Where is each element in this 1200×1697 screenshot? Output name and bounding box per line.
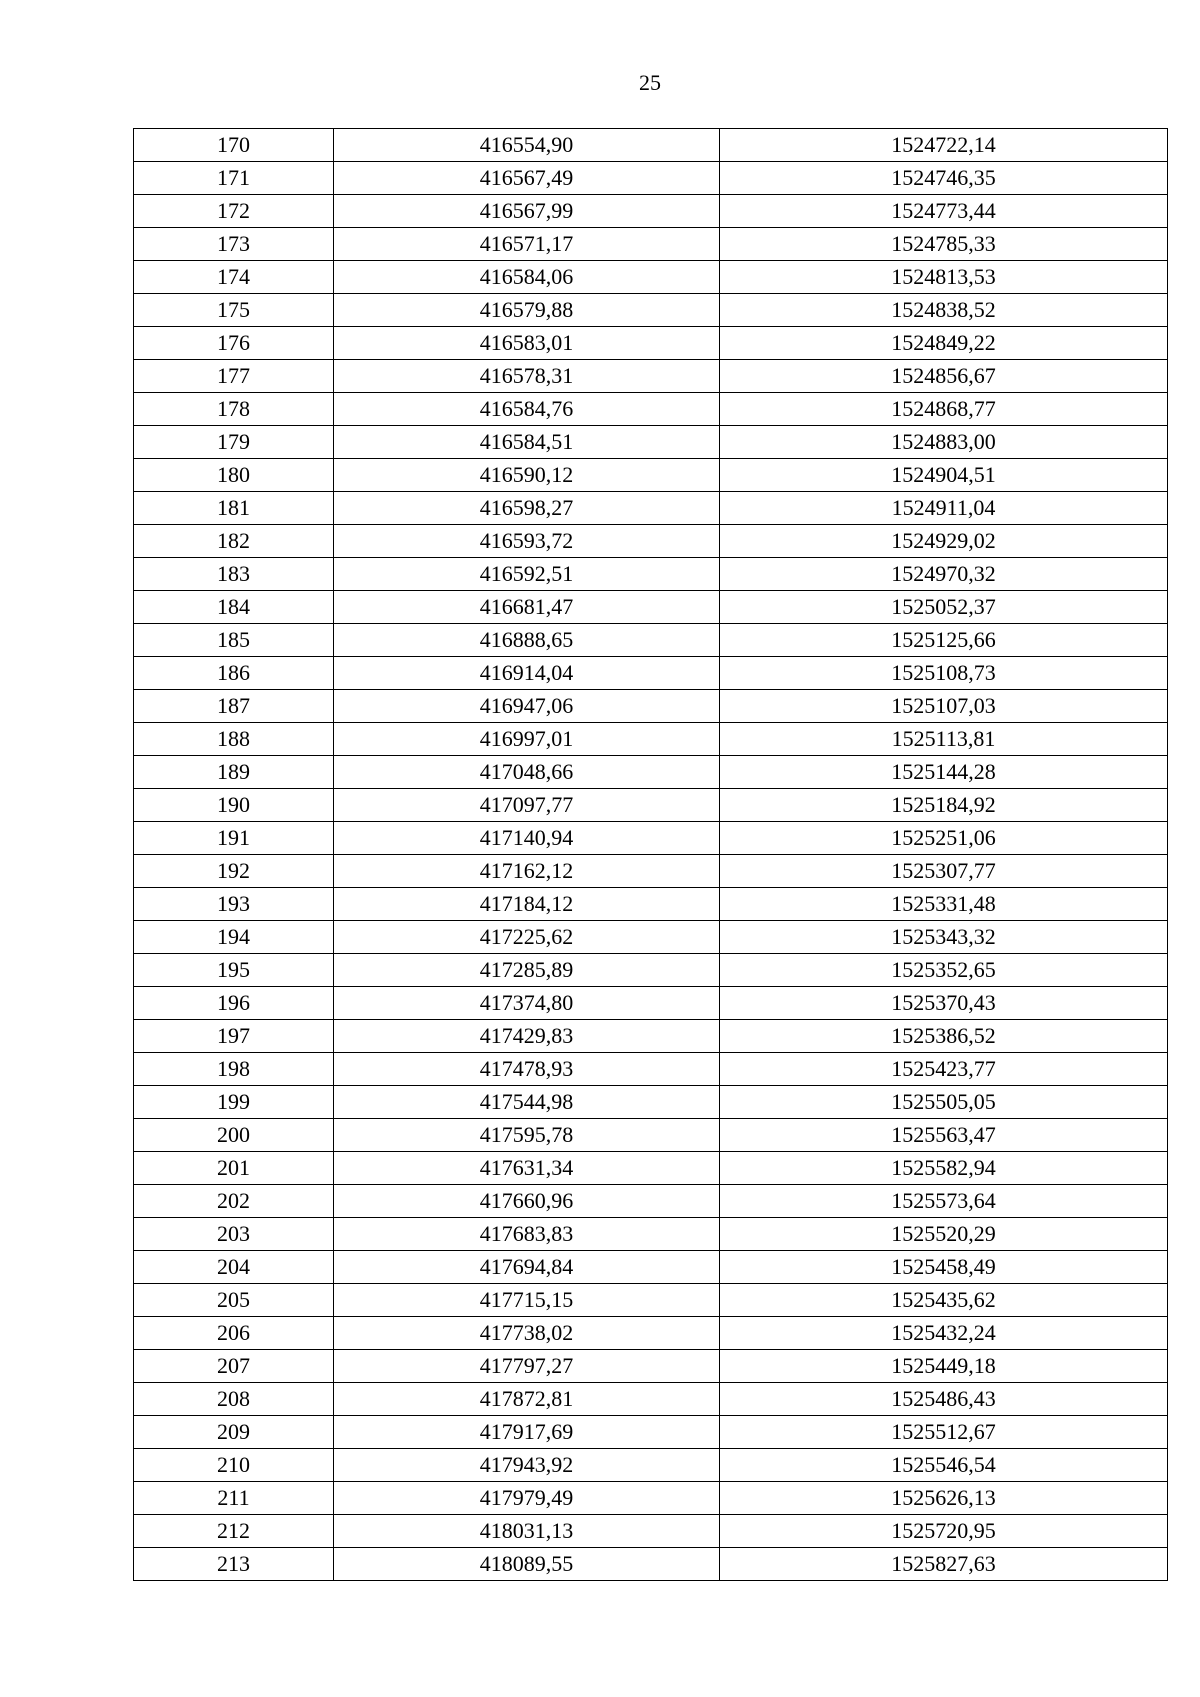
table-row	[134, 1086, 1168, 1119]
table-row	[134, 1548, 1168, 1581]
point-number-cell: 181	[134, 492, 334, 525]
y-coordinate-cell: 1524929,02	[720, 525, 1168, 558]
y-coordinate-cell: 1524970,32	[720, 558, 1168, 591]
page-number: 25	[639, 70, 661, 95]
table-row	[134, 1449, 1168, 1482]
table-row	[134, 1152, 1168, 1185]
y-coordinate-cell: 1525505,05	[720, 1086, 1168, 1119]
table-row	[134, 492, 1168, 525]
y-coordinate-cell: 1525107,03	[720, 690, 1168, 723]
table-row	[134, 360, 1168, 393]
table-row	[134, 1284, 1168, 1317]
table-row	[134, 1053, 1168, 1086]
x-coordinate-cell: 417374,80	[334, 987, 720, 1020]
point-number-cell: 189	[134, 756, 334, 789]
x-coordinate-cell: 417683,83	[334, 1218, 720, 1251]
x-coordinate-cell: 416578,31	[334, 360, 720, 393]
table-row	[134, 1251, 1168, 1284]
point-number-cell: 191	[134, 822, 334, 855]
y-coordinate-cell: 1525052,37	[720, 591, 1168, 624]
point-number-cell: 207	[134, 1350, 334, 1383]
point-number-cell: 202	[134, 1185, 334, 1218]
y-coordinate-cell: 1525449,18	[720, 1350, 1168, 1383]
x-coordinate-cell: 416947,06	[334, 690, 720, 723]
x-coordinate-cell: 416914,04	[334, 657, 720, 690]
table-row	[134, 195, 1168, 228]
x-coordinate-cell: 417595,78	[334, 1119, 720, 1152]
point-number-cell: 194	[134, 921, 334, 954]
y-coordinate-cell: 1524813,53	[720, 261, 1168, 294]
point-number-cell: 199	[134, 1086, 334, 1119]
point-number-cell: 188	[134, 723, 334, 756]
x-coordinate-cell: 417544,98	[334, 1086, 720, 1119]
point-number-cell: 170	[134, 129, 334, 162]
y-coordinate-cell: 1525352,65	[720, 954, 1168, 987]
table-row	[134, 1416, 1168, 1449]
table-row	[134, 789, 1168, 822]
y-coordinate-cell: 1525125,66	[720, 624, 1168, 657]
table-row	[134, 1317, 1168, 1350]
y-coordinate-cell: 1524856,67	[720, 360, 1168, 393]
point-number-cell: 184	[134, 591, 334, 624]
point-number-cell: 200	[134, 1119, 334, 1152]
y-coordinate-cell: 1525386,52	[720, 1020, 1168, 1053]
point-number-cell: 180	[134, 459, 334, 492]
x-coordinate-cell: 416590,12	[334, 459, 720, 492]
y-coordinate-cell: 1525563,47	[720, 1119, 1168, 1152]
y-coordinate-cell: 1524904,51	[720, 459, 1168, 492]
x-coordinate-cell: 416567,49	[334, 162, 720, 195]
point-number-cell: 175	[134, 294, 334, 327]
x-coordinate-cell: 417979,49	[334, 1482, 720, 1515]
x-coordinate-cell: 416583,01	[334, 327, 720, 360]
table-row	[134, 1482, 1168, 1515]
x-coordinate-cell: 417943,92	[334, 1449, 720, 1482]
x-coordinate-cell: 417162,12	[334, 855, 720, 888]
table-row	[134, 1515, 1168, 1548]
x-coordinate-cell: 416584,51	[334, 426, 720, 459]
x-coordinate-cell: 416584,06	[334, 261, 720, 294]
x-coordinate-cell: 417478,93	[334, 1053, 720, 1086]
table-row	[134, 1218, 1168, 1251]
table-row	[134, 987, 1168, 1020]
x-coordinate-cell: 417631,34	[334, 1152, 720, 1185]
y-coordinate-cell: 1525720,95	[720, 1515, 1168, 1548]
point-number-cell: 177	[134, 360, 334, 393]
x-coordinate-cell: 416598,27	[334, 492, 720, 525]
table-row	[134, 261, 1168, 294]
y-coordinate-cell: 1525582,94	[720, 1152, 1168, 1185]
point-number-cell: 190	[134, 789, 334, 822]
point-number-cell: 185	[134, 624, 334, 657]
y-coordinate-cell: 1525435,62	[720, 1284, 1168, 1317]
table-row	[134, 327, 1168, 360]
y-coordinate-cell: 1525827,63	[720, 1548, 1168, 1581]
x-coordinate-cell: 416579,88	[334, 294, 720, 327]
table-row	[134, 591, 1168, 624]
y-coordinate-cell: 1525546,54	[720, 1449, 1168, 1482]
y-coordinate-cell: 1524883,00	[720, 426, 1168, 459]
point-number-cell: 178	[134, 393, 334, 426]
x-coordinate-cell: 417715,15	[334, 1284, 720, 1317]
x-coordinate-cell: 417429,83	[334, 1020, 720, 1053]
x-coordinate-cell: 417140,94	[334, 822, 720, 855]
table-row	[134, 723, 1168, 756]
point-number-cell: 186	[134, 657, 334, 690]
y-coordinate-cell: 1525520,29	[720, 1218, 1168, 1251]
x-coordinate-cell: 418031,13	[334, 1515, 720, 1548]
table-row	[134, 294, 1168, 327]
x-coordinate-cell: 417225,62	[334, 921, 720, 954]
table-row	[134, 1185, 1168, 1218]
x-coordinate-cell: 417048,66	[334, 756, 720, 789]
point-number-cell: 203	[134, 1218, 334, 1251]
point-number-cell: 210	[134, 1449, 334, 1482]
point-number-cell: 172	[134, 195, 334, 228]
y-coordinate-cell: 1525251,06	[720, 822, 1168, 855]
x-coordinate-cell: 417917,69	[334, 1416, 720, 1449]
table-row	[134, 1119, 1168, 1152]
table-row	[134, 162, 1168, 195]
x-coordinate-cell: 417797,27	[334, 1350, 720, 1383]
y-coordinate-cell: 1524773,44	[720, 195, 1168, 228]
y-coordinate-cell: 1524911,04	[720, 492, 1168, 525]
table-row	[134, 822, 1168, 855]
point-number-cell: 197	[134, 1020, 334, 1053]
y-coordinate-cell: 1524849,22	[720, 327, 1168, 360]
point-number-cell: 179	[134, 426, 334, 459]
table-row	[134, 1350, 1168, 1383]
x-coordinate-cell: 416997,01	[334, 723, 720, 756]
point-number-cell: 208	[134, 1383, 334, 1416]
point-number-cell: 205	[134, 1284, 334, 1317]
coordinates-table-body	[134, 129, 1168, 1581]
table-row	[134, 525, 1168, 558]
y-coordinate-cell: 1525331,48	[720, 888, 1168, 921]
point-number-cell: 187	[134, 690, 334, 723]
x-coordinate-cell: 416592,51	[334, 558, 720, 591]
point-number-cell: 176	[134, 327, 334, 360]
y-coordinate-cell: 1525108,73	[720, 657, 1168, 690]
table-row	[134, 1383, 1168, 1416]
y-coordinate-cell: 1525626,13	[720, 1482, 1168, 1515]
x-coordinate-cell: 416567,99	[334, 195, 720, 228]
y-coordinate-cell: 1525423,77	[720, 1053, 1168, 1086]
table-row	[134, 426, 1168, 459]
point-number-cell: 209	[134, 1416, 334, 1449]
table-row	[134, 756, 1168, 789]
y-coordinate-cell: 1525144,28	[720, 756, 1168, 789]
point-number-cell: 206	[134, 1317, 334, 1350]
y-coordinate-cell: 1525113,81	[720, 723, 1168, 756]
y-coordinate-cell: 1525486,43	[720, 1383, 1168, 1416]
table-row	[134, 228, 1168, 261]
y-coordinate-cell: 1525343,32	[720, 921, 1168, 954]
x-coordinate-cell: 416681,47	[334, 591, 720, 624]
table-row	[134, 855, 1168, 888]
y-coordinate-cell: 1524785,33	[720, 228, 1168, 261]
point-number-cell: 173	[134, 228, 334, 261]
table-row	[134, 558, 1168, 591]
x-coordinate-cell: 418089,55	[334, 1548, 720, 1581]
x-coordinate-cell: 417694,84	[334, 1251, 720, 1284]
table-row	[134, 393, 1168, 426]
y-coordinate-cell: 1524868,77	[720, 393, 1168, 426]
y-coordinate-cell: 1525370,43	[720, 987, 1168, 1020]
y-coordinate-cell: 1525432,24	[720, 1317, 1168, 1350]
point-number-cell: 211	[134, 1482, 334, 1515]
table-row	[134, 954, 1168, 987]
x-coordinate-cell: 416571,17	[334, 228, 720, 261]
y-coordinate-cell: 1525307,77	[720, 855, 1168, 888]
x-coordinate-cell: 417097,77	[334, 789, 720, 822]
point-number-cell: 174	[134, 261, 334, 294]
x-coordinate-cell: 417660,96	[334, 1185, 720, 1218]
x-coordinate-cell: 417285,89	[334, 954, 720, 987]
point-number-cell: 212	[134, 1515, 334, 1548]
point-number-cell: 195	[134, 954, 334, 987]
y-coordinate-cell: 1524722,14	[720, 129, 1168, 162]
y-coordinate-cell: 1524746,35	[720, 162, 1168, 195]
point-number-cell: 198	[134, 1053, 334, 1086]
table-row	[134, 690, 1168, 723]
x-coordinate-cell: 417738,02	[334, 1317, 720, 1350]
y-coordinate-cell: 1525573,64	[720, 1185, 1168, 1218]
point-number-cell: 201	[134, 1152, 334, 1185]
point-number-cell: 213	[134, 1548, 334, 1581]
point-number-cell: 171	[134, 162, 334, 195]
table-row	[134, 624, 1168, 657]
point-number-cell: 196	[134, 987, 334, 1020]
point-number-cell: 182	[134, 525, 334, 558]
y-coordinate-cell: 1525458,49	[720, 1251, 1168, 1284]
x-coordinate-cell: 417872,81	[334, 1383, 720, 1416]
table-row	[134, 921, 1168, 954]
point-number-cell: 204	[134, 1251, 334, 1284]
table-row	[134, 657, 1168, 690]
table-row	[134, 459, 1168, 492]
x-coordinate-cell: 416554,90	[334, 129, 720, 162]
table-row	[134, 1020, 1168, 1053]
y-coordinate-cell: 1525184,92	[720, 789, 1168, 822]
x-coordinate-cell: 416593,72	[334, 525, 720, 558]
coordinates-table	[133, 128, 1168, 1581]
table-row	[134, 129, 1168, 162]
y-coordinate-cell: 1525512,67	[720, 1416, 1168, 1449]
point-number-cell: 183	[134, 558, 334, 591]
point-number-cell: 192	[134, 855, 334, 888]
table-row	[134, 888, 1168, 921]
x-coordinate-cell: 417184,12	[334, 888, 720, 921]
y-coordinate-cell: 1524838,52	[720, 294, 1168, 327]
x-coordinate-cell: 416584,76	[334, 393, 720, 426]
point-number-cell: 193	[134, 888, 334, 921]
x-coordinate-cell: 416888,65	[334, 624, 720, 657]
